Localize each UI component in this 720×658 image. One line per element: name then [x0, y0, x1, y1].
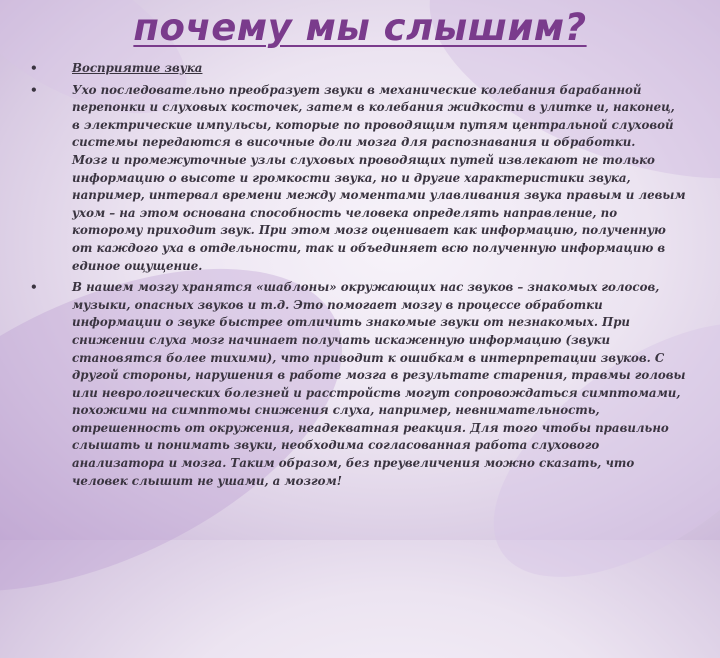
paragraph-line: В нашем мозгу хранятся «шаблоны» окружающих нас звуков – знакомых голосов, — [72, 280, 660, 295]
slide-body — [30, 60, 690, 494]
section-heading: Восприятие звука — [72, 61, 203, 75]
paragraph-line: которому приходит звук. При этом мозг оценивает как информацию, полученную — [72, 223, 666, 238]
paragraph-line: отрешенность от окружения, неадекватная реакция. Для того чтобы правильно — [72, 420, 669, 435]
paragraph-line: или неврологических болезней и расстройств могут сопровождаться симптомами, — [72, 385, 681, 400]
paragraph-line: анализатора и мозга. Таким образом, без преувеличения можно сказать, что — [72, 456, 635, 471]
paragraph-line: единое ощущение. — [72, 258, 203, 273]
list-item-brain-templates — [30, 279, 690, 490]
paragraph-line: похожими на симптомы снижения слуха, например, невнимательность, — [72, 403, 600, 418]
bullet-icon: • — [30, 61, 38, 75]
paragraph-line: информацию о высоте и громкости звука, но и другие характеристики звука, — [72, 170, 631, 185]
paragraph-line: другой стороны, нарушения в работе мозга в результате старения, травмы головы — [72, 368, 686, 383]
paragraph-line: от каждого уха в отдельности, так и объединяет всю полученную информацию в — [72, 240, 666, 255]
paragraph-line: слышать и понимать звуки, необходима согласованная работа слухового — [72, 438, 600, 453]
bullet-icon: • — [30, 82, 38, 97]
paragraph-line: человек слышит не ушами, а мозгом! — [72, 473, 342, 488]
list-item-ear-process — [30, 82, 690, 276]
paragraph-line: музыки, опасных звуков и т.д. Это помогает мозгу в процессе обработки — [72, 297, 603, 312]
paragraph-line: например, интервал времени между моментами улавливания звука правым и левым — [72, 188, 686, 203]
paragraph-line: системы передаются в височные доли мозга для распознавания и обработки. — [72, 135, 636, 150]
paragraph-line: ухом – на этом основана способность человека определять направление, по — [72, 205, 618, 220]
paragraph-line: Мозг и промежуточные узлы слуховых проводящих путей извлекают не только — [72, 152, 655, 167]
paragraph-line: в электрические импульсы, которые по проводящим путям центральной слуховой — [72, 117, 674, 132]
paragraph-line: перепонки и слуховых косточек, затем в колебания жидкости в улитке и, наконец, — [72, 100, 675, 115]
list-item-perception — [30, 60, 690, 78]
paragraph-line: информации о звуке быстрее отличить знакомые звуки от незнакомых. При — [72, 315, 631, 330]
paragraph-line: становятся более тихими), что приводит к ошибкам в интерпретации звуков. С — [72, 350, 665, 365]
paragraph-line: Ухо последовательно преобразует звуки в механические колебания барабанной — [72, 82, 642, 97]
paragraph-line: снижении слуха мозг начинает получать искаженную информацию (звуки — [72, 332, 611, 347]
slide-title: почему мы слышим? — [133, 6, 587, 49]
bullet-icon: • — [30, 280, 38, 295]
